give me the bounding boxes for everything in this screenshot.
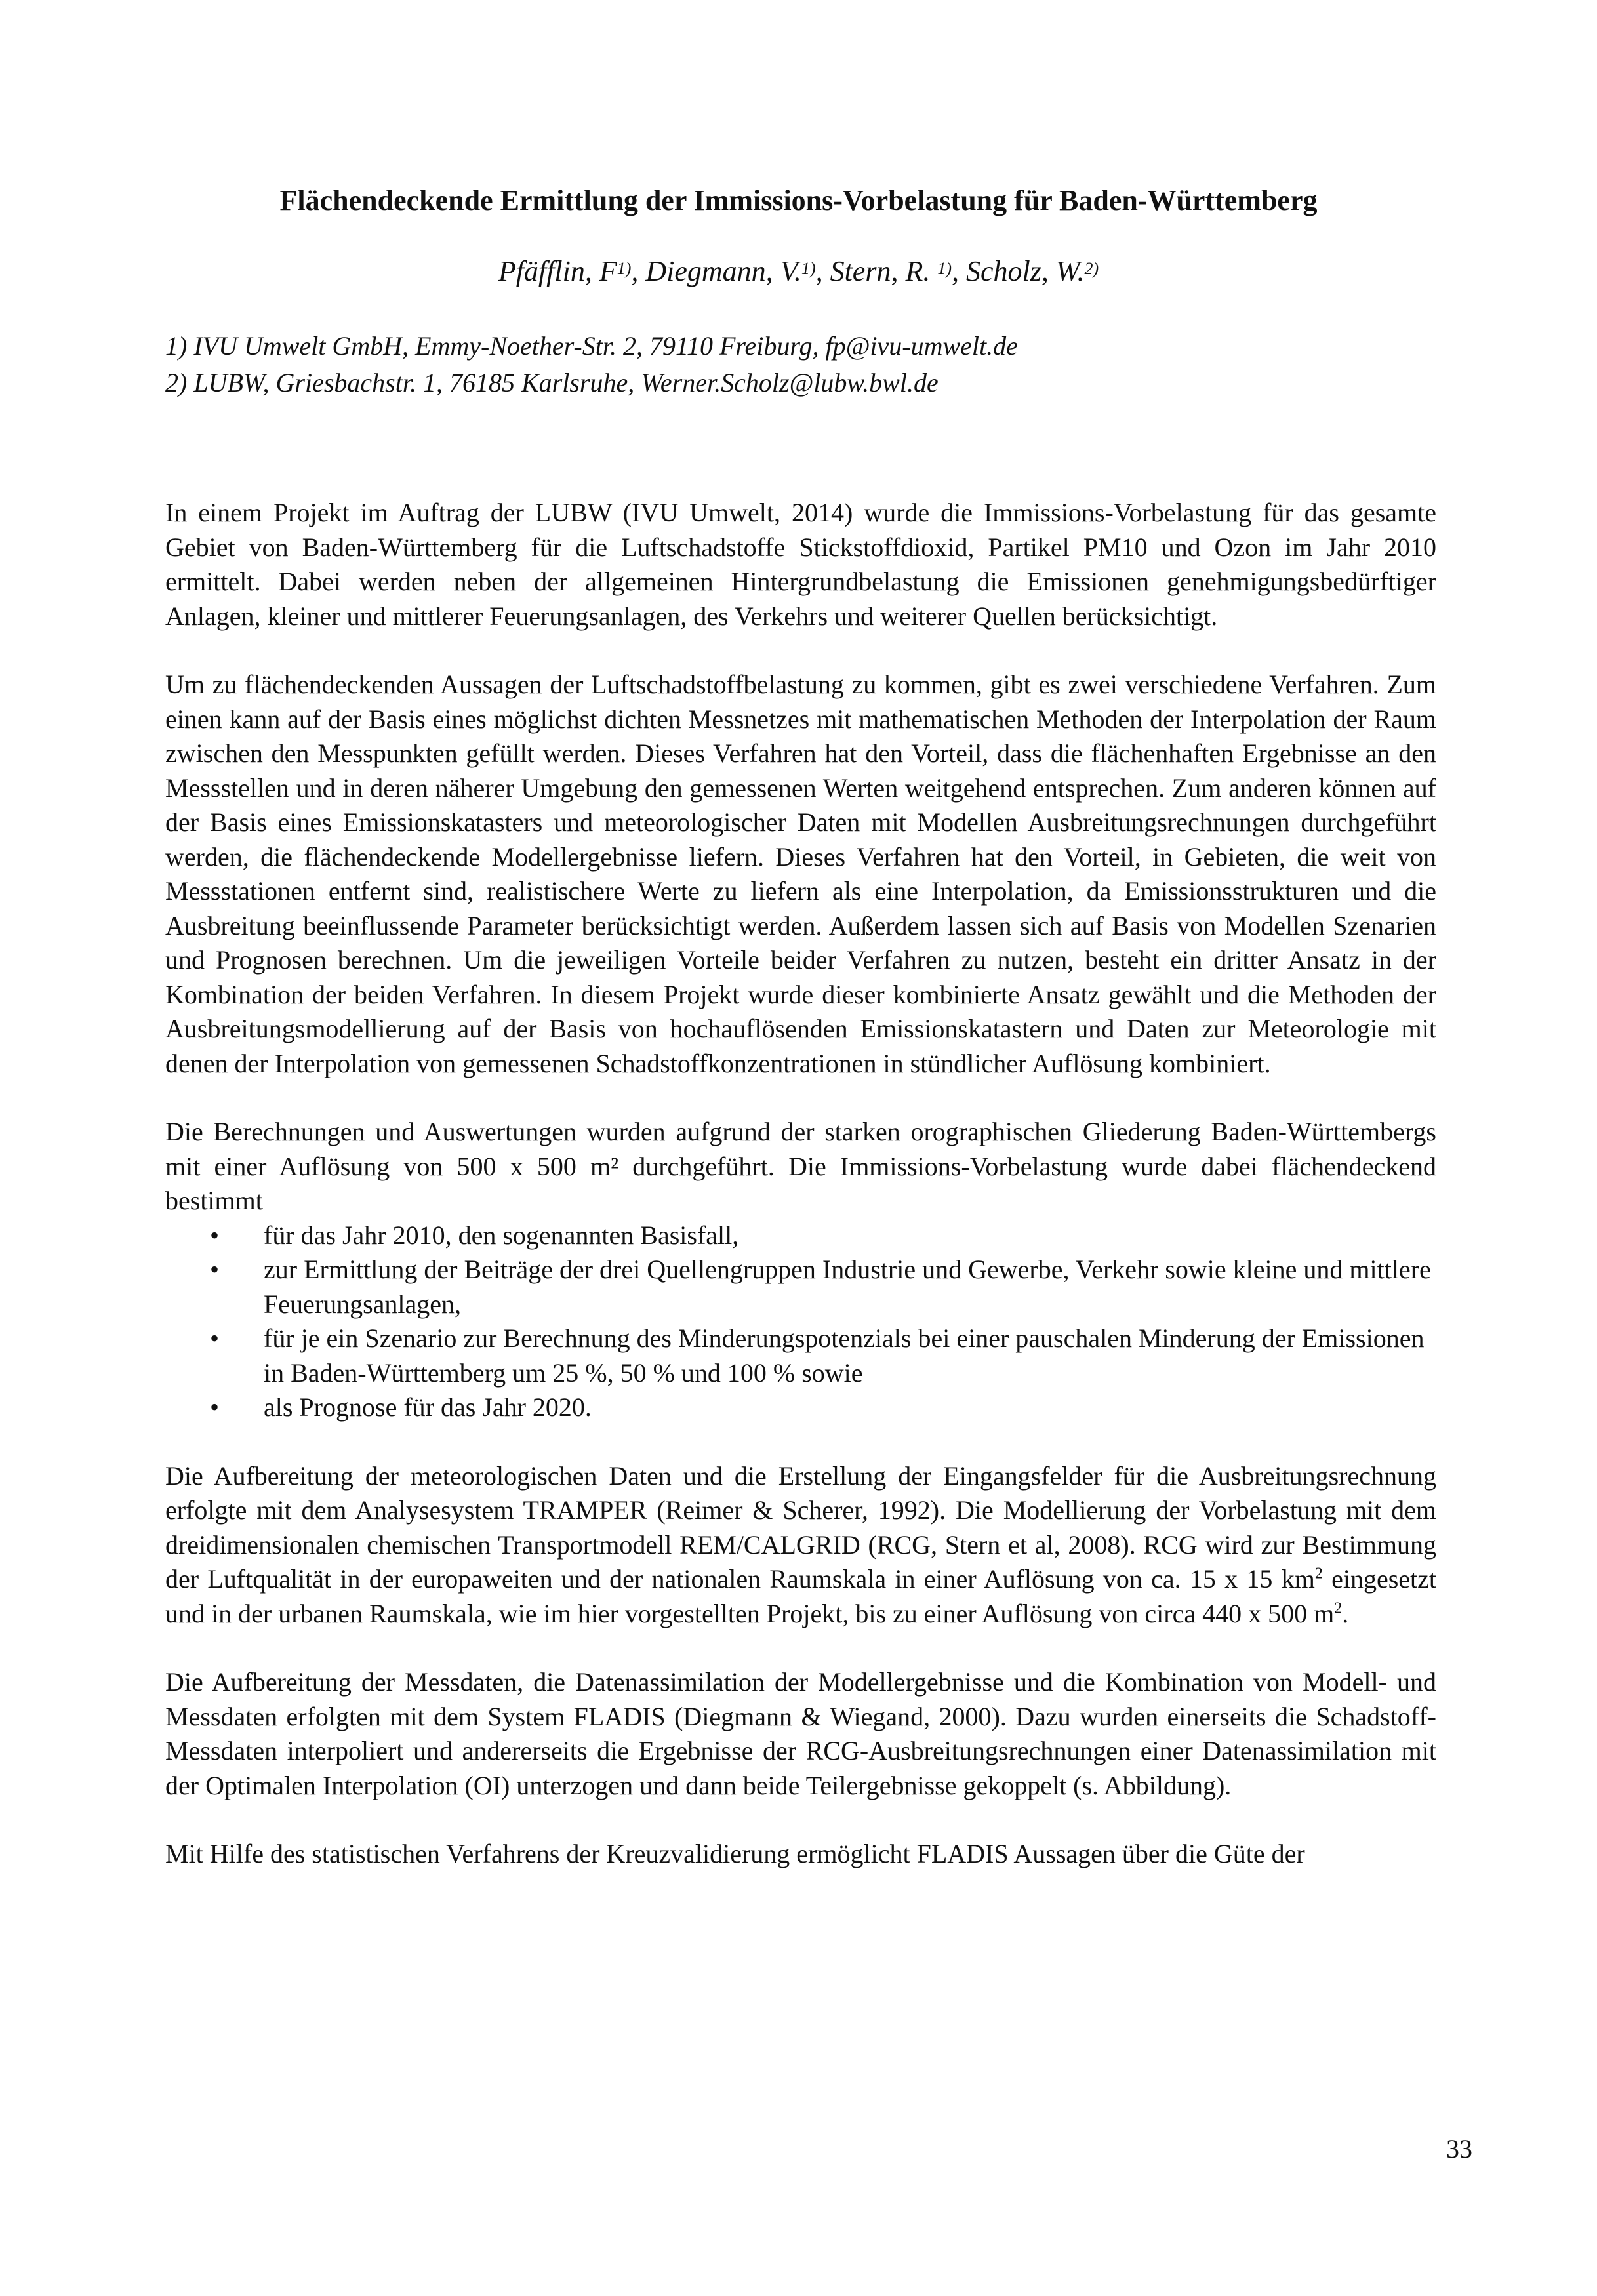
list-item <box>165 1253 1436 1321</box>
superscript: 2 <box>1334 1600 1343 1617</box>
list-item-text: als Prognose für das Jahr 2020. <box>264 1392 592 1422</box>
paragraph <box>165 1459 1436 1632</box>
bullet-icon: • <box>210 1220 220 1250</box>
paragraph: In einem Projekt im Auftrag der LUBW (IVU Umwelt, 2014) wurde die Immissions-Vorbelastung für das gesamte Gebiet von Baden-Württemberg für die Luftschadstoffe Stickstoffdioxid, Partikel PM10 und Ozon im Jahr 2010 ermittelt. Dabei werden neben der allgemeinen Hintergrundbelastung die Emissionen genehmigungsbedürftiger Anlagen, kleiner und mittlerer Feuerungsanlagen, des Verkehrs und weiterer Quellen berücksichtigt. <box>165 498 1436 631</box>
author-affiliation-mark: 1) <box>617 259 632 278</box>
affiliation-line: 1) IVU Umwelt GmbH, Emmy-Noether-Str. 2, 79110 Freiburg, fp@ivu-umwelt.de <box>165 331 1018 361</box>
paper-title: Flächendeckende Ermittlung der Immissions-Vorbelastung für Baden-Württemberg <box>279 184 1318 216</box>
body-text <box>165 496 1436 1906</box>
bullet-icon: • <box>210 1255 220 1284</box>
list-item-text: zur Ermittlung der Beiträge der drei Quellengruppen Industrie und Gewerbe, Verkehr sowie kleine und mittlere Feuerungsanlagen, <box>264 1255 1431 1319</box>
paragraph: Mit Hilfe des statistischen Verfahrens der Kreuzvalidierung ermöglicht FLADIS Aussagen über die Güte der <box>165 1839 1305 1868</box>
list-item-text: für je ein Szenario zur Berechnung des Minderungspotenzials bei einer pauschalen Minderung der Emissionen in Baden-Württemberg um 25 %, 50 % und 100 % sowie <box>264 1323 1425 1388</box>
author-name: Diegmann, V. <box>645 255 801 287</box>
paragraph-text: Die Aufbereitung der meteorologischen Daten und die Erstellung der Eingangsfelder für die Ausbreitungsrechnung erfolgte mit dem Analysesystem TRAMPER (Reimer & Scherer, 1992). Die Modellierung der Vorbelastung mit dem dreidimensionalen chemischen Transportmodell REM/CALGRID (RCG, Stern et al, 2008). RCG wird zur Bestimmung der Luftqualität in der europaweiten und der nationalen Raumskala in einer Auflösung von ca. 15 x 15 km <box>165 1460 1436 1594</box>
affiliation-line: 2) LUBW, Griesbachstr. 1, 76185 Karlsruhe, Werner.Scholz@lubw.bwl.de <box>165 368 939 397</box>
list-item <box>165 1390 1436 1425</box>
bullet-list <box>165 1218 1436 1425</box>
author-affiliation-mark: 2) <box>1084 259 1099 278</box>
author-line <box>0 252 1597 291</box>
author-affiliation-mark: 1) <box>937 259 952 278</box>
author-name: Stern, R. <box>830 255 938 287</box>
list-item <box>165 1321 1436 1390</box>
author-affiliation-mark: 1) <box>801 259 816 278</box>
paragraph: Die Aufbereitung der Messdaten, die Datenassimilation der Modellergebnisse und die Kombination von Modell- und Messdaten erfolgten mit dem System FLADIS (Diegmann & Wiegand, 2000). Dazu wurden einerseits die Schadstoff-Messdaten interpoliert und andererseits die Ergebnisse der RCG-Ausbreitungsrechnungen einer Datenassimilation mit der Optimalen Interpolation (OI) unterzogen und dann beide Teilergebnisse gekoppelt (s. Abbildung). <box>165 1667 1436 1800</box>
list-item <box>165 1218 1436 1253</box>
affiliations <box>165 328 1411 401</box>
paragraph-text: . <box>1342 1598 1349 1628</box>
paragraph-text: eingesetzt und in der urbanen Raumskala, wie im hier vorgestellten Projekt, bis zu einer Auflösung von circa 440 x 500 m <box>165 1564 1436 1628</box>
author-separator: , <box>631 255 646 287</box>
page-number: 33 <box>1446 2134 1472 2164</box>
author-separator: , <box>815 255 830 287</box>
bullet-icon: • <box>210 1323 220 1353</box>
bullet-icon: • <box>210 1392 220 1422</box>
list-item-text: für das Jahr 2010, den sogenannten Basisfall, <box>264 1220 739 1250</box>
superscript: 2 <box>1314 1565 1323 1582</box>
paragraph: Die Berechnungen und Auswertungen wurden aufgrund der starken orographischen Gliederung Baden-Württembergs mit einer Auflösung von 500 x 500 m² durchgeführt. Die Immissions-Vorbelastung wurde dabei flächendeckend bestimmt <box>165 1117 1436 1215</box>
paragraph: Um zu flächendeckenden Aussagen der Luftschadstoffbelastung zu kommen, gibt es zwei verschiedene Verfahren. Zum einen kann auf der Basis eines möglichst dichten Messnetzes mit mathematischen Methoden der Interpolation der Raum zwischen den Messpunkten gefüllt werden. Dieses Verfahren hat den Vorteil, dass die flächenhaften Ergebnisse an den Messstellen und in deren näherer Umgebung den gemessenen Werten weitgehend entsprechen. Zum anderen können auf der Basis eines Emissionskatasters und meteorologischer Daten mit Modellen Ausbreitungsrechnungen durchgeführt werden, die flächendeckende Modellergebnisse liefern. Dieses Verfahren hat den Vorteil, in Gebieten, die weit von Messstationen entfernt sind, realistischere Werte zu liefern als eine Interpolation, da Emissionsstrukturen und die Ausbreitung beeinflussende Parameter berücksichtigt werden. Außerdem lassen sich auf Basis von Modellen Szenarien und Prognosen berechnen. Um die jeweiligen Vorteile beider Verfahren zu nutzen, besteht ein dritter Ansatz in der Kombination der beiden Verfahren. In diesem Projekt wurde dieser kombinierte Ansatz gewählt und die Methoden der Ausbreitungsmodellierung auf der Basis von hochauflösenden Emissionskatastern und Daten zur Meteorologie mit denen der Interpolation von gemessenen Schadstoffkonzentrationen in stündlicher Auflösung kombiniert. <box>165 670 1436 1078</box>
author-name: Scholz, W. <box>966 255 1085 287</box>
author-separator: , <box>952 255 966 287</box>
author-name: Pfäfflin, F <box>498 255 617 287</box>
